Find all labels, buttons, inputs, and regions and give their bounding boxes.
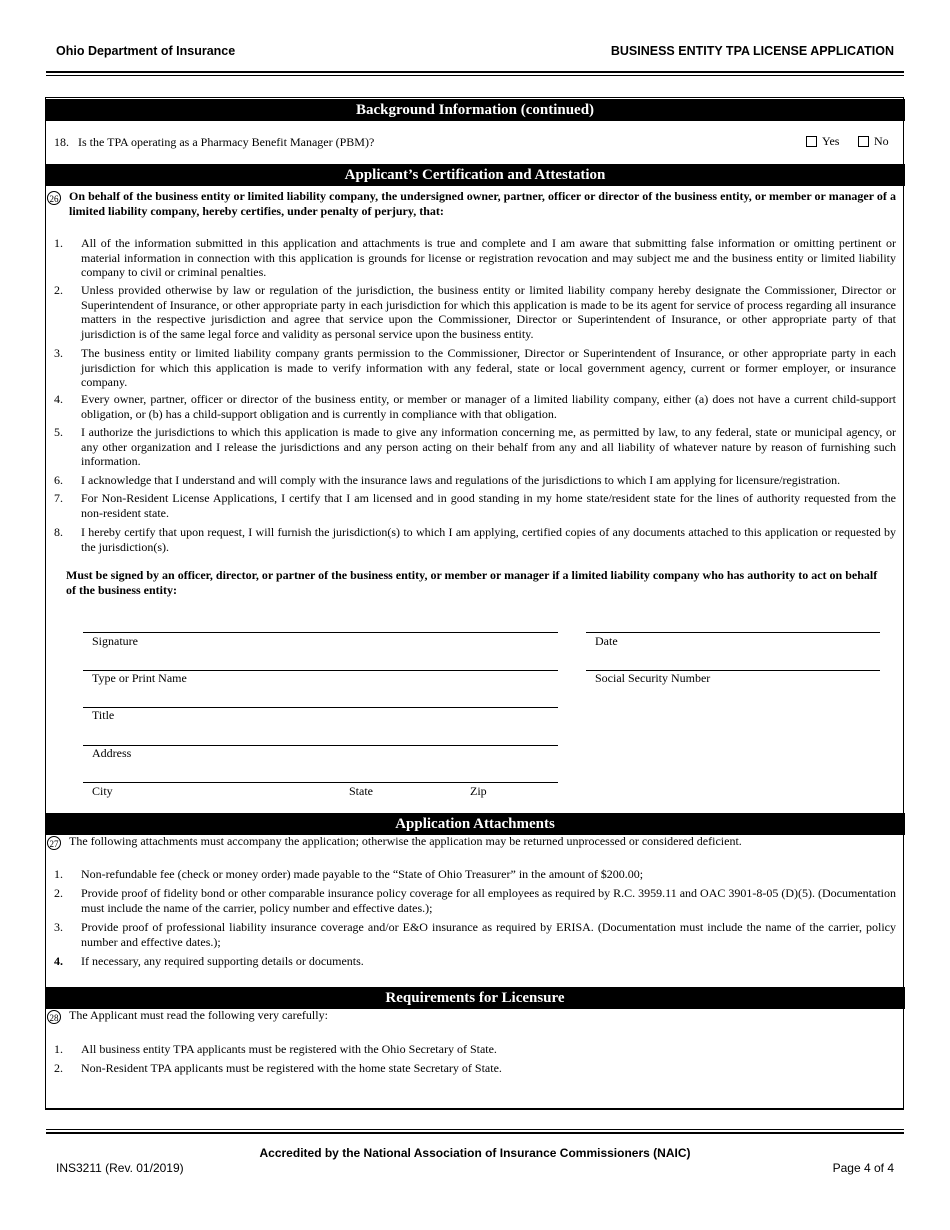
- header-agency: Ohio Department of Insurance: [56, 44, 236, 58]
- title-line[interactable]: [83, 707, 558, 708]
- state-label: State: [349, 784, 373, 798]
- cert-item-1: All of the information submitted in this application and attachments is true and complete and I am aware that submitting false information or omitting pertinent or material information in connection with this application is grounds for license or registration revocation and may subject me and the business entity or limited liability company to civil or criminal penalties.: [81, 236, 896, 279]
- attach-item-4: If necessary, any required supporting details or documents.: [81, 954, 364, 968]
- signature-label: Signature: [92, 634, 138, 648]
- q18-question: Is the TPA operating as a Pharmacy Benefit Manager (PBM)?: [78, 135, 375, 149]
- signature-line[interactable]: [83, 632, 558, 633]
- section-requirements-title: Requirements for Licensure: [45, 987, 905, 1009]
- attach-item-3: Provide proof of professional liability insurance coverage and/or E&O insurance as required by ERISA. (Documentation must include the name of the carrier, policy number and effective dates.);: [81, 920, 896, 949]
- requirements-intro: The Applicant must read the following very carefully:: [69, 1008, 328, 1022]
- req-item-1: All business entity TPA applicants must be registered with the Ohio Secretary of State.: [81, 1042, 497, 1056]
- date-label: Date: [595, 634, 618, 648]
- title-label: Title: [92, 708, 115, 722]
- attach-item-3-number: 3.: [54, 920, 63, 934]
- cert-item-6: I acknowledge that I understand and will comply with the insurance laws and regulations of the jurisdictions to which I am applying for licensure/registration.: [81, 473, 841, 487]
- footer-accreditation: Accredited by the National Association of Insurance Commissioners (NAIC): [259, 1146, 691, 1160]
- cert-item-7: For Non-Resident License Applications, I certify that I am licensed and in good standing in my home state/resident state for the lines of authority requested from the non-resident state.: [81, 491, 896, 520]
- cert-item-5-number: 5.: [54, 425, 63, 439]
- ssn-label: Social Security Number: [595, 671, 711, 685]
- cert-item-7-number: 7.: [54, 491, 63, 505]
- cert-item-3: The business entity or limited liability company grants permission to the Commissioner, Director or Superintendent of Insurance, or other appropriate party in each jurisdiction for which this application is made to verify information with any federal, state or local government agency, current or former employer, or insurance company.: [81, 346, 896, 389]
- q18-no-label: No: [874, 134, 889, 148]
- attachments-intro: The following attachments must accompany the application; otherwise the application may be returned unprocessed or considered deficient.: [69, 834, 742, 848]
- address-label: Address: [92, 746, 132, 760]
- header-rule: [46, 71, 904, 73]
- city-state-zip-line[interactable]: [83, 782, 558, 783]
- marker-27: 27: [47, 836, 61, 850]
- date-line[interactable]: [586, 632, 880, 633]
- marker-28: 28: [47, 1010, 61, 1024]
- marker-26: 26: [47, 191, 61, 205]
- cert-item-5: I authorize the jurisdictions to which this application is made to give any information concerning me, as permitted by law, to any federal, state or municipal agency, or any other organization and I release the jurisdictions and any person acting on their behalf from any and all liability of whatever nature by reason of furnishing such information.: [81, 425, 896, 468]
- header-form-title: BUSINESS ENTITY TPA LICENSE APPLICATION: [610, 44, 894, 58]
- cert-item-4: Every owner, partner, officer or director of the business entity, or member or manager of a limited liability company, either (a) does not have a current child-support obligation, or (b) has a child-support obligation and is currently in compliance with that obligation.: [81, 392, 896, 421]
- cert-item-6-number: 6.: [54, 473, 63, 487]
- q18-no-checkbox[interactable]: [858, 136, 869, 147]
- attach-item-4-number: 4.: [54, 954, 63, 968]
- cert-item-2: Unless provided otherwise by law or regulation of the jurisdiction, the business entity or limited liability company hereby designate the Commissioner, Director or Superintendent of Insurance, or other appropriate party in each jurisdiction for which this application is made to be its agent for service of process regarding all insurance matters in the respective jurisdiction and agree that service upon the Commissioner, Director or Superintendent of Insurance, or other appropriate party of that jurisdiction is of the same legal force and validity as personal service upon the business entity.: [81, 283, 896, 341]
- footer-form-number: INS3211 (Rev. 01/2019): [56, 1161, 184, 1175]
- q18-number: 18.: [54, 135, 69, 149]
- signing-instruction: Must be signed by an officer, director, or partner of the business entity, or member or manager if a limited liability company who has authority to act on behalf of the business entity:: [66, 568, 878, 597]
- footer-rule: [46, 1132, 904, 1134]
- zip-label: Zip: [470, 784, 487, 798]
- cert-item-8-number: 8.: [54, 525, 63, 539]
- cert-item-3-number: 3.: [54, 346, 63, 360]
- print-name-label: Type or Print Name: [92, 671, 187, 685]
- attach-item-2: Provide proof of fidelity bond or other comparable insurance policy coverage for all employees as required by R.C. 3959.11 and OAC 3901-8-05 (D)(5). (Documentation must include the name of the carrier, policy number and effective dates.);: [81, 886, 896, 915]
- req-item-2: Non-Resident TPA applicants must be registered with the home state Secretary of State.: [81, 1061, 502, 1075]
- footer-page-number: Page 4 of 4: [832, 1161, 894, 1175]
- cert-item-4-number: 4.: [54, 392, 63, 406]
- cert-item-2-number: 2.: [54, 283, 63, 297]
- attach-item-1: Non-refundable fee (check or money order) made payable to the “State of Ohio Treasurer” in the amount of $200.00;: [81, 867, 644, 881]
- footer-rule-thin: [46, 1129, 904, 1130]
- section-attachments-title: Application Attachments: [45, 813, 905, 835]
- q18-yes-checkbox[interactable]: [806, 136, 817, 147]
- attach-item-1-number: 1.: [54, 867, 63, 881]
- section-background-title: Background Information (continued): [45, 99, 905, 121]
- certification-intro: On behalf of the business entity or limited liability company, the undersigned owner, partner, officer or director of the business entity, or member or manager of a limited liability company, hereby certifies, under penalty of perjury, that:: [69, 189, 896, 218]
- section-certification-title: Applicant’s Certification and Attestation: [45, 164, 905, 186]
- city-label: City: [92, 784, 113, 798]
- cert-item-1-number: 1.: [54, 236, 63, 250]
- address-line[interactable]: [83, 745, 558, 746]
- req-item-1-number: 1.: [54, 1042, 63, 1056]
- cert-item-8: I hereby certify that upon request, I will furnish the jurisdiction(s) to which I am applying, certified copies of any documents attached to this application or requested by the jurisdiction(s).: [81, 525, 896, 554]
- req-item-2-number: 2.: [54, 1061, 63, 1075]
- header-rule-thin: [46, 75, 904, 76]
- q18-yes-label: Yes: [822, 134, 840, 148]
- attach-item-2-number: 2.: [54, 886, 63, 900]
